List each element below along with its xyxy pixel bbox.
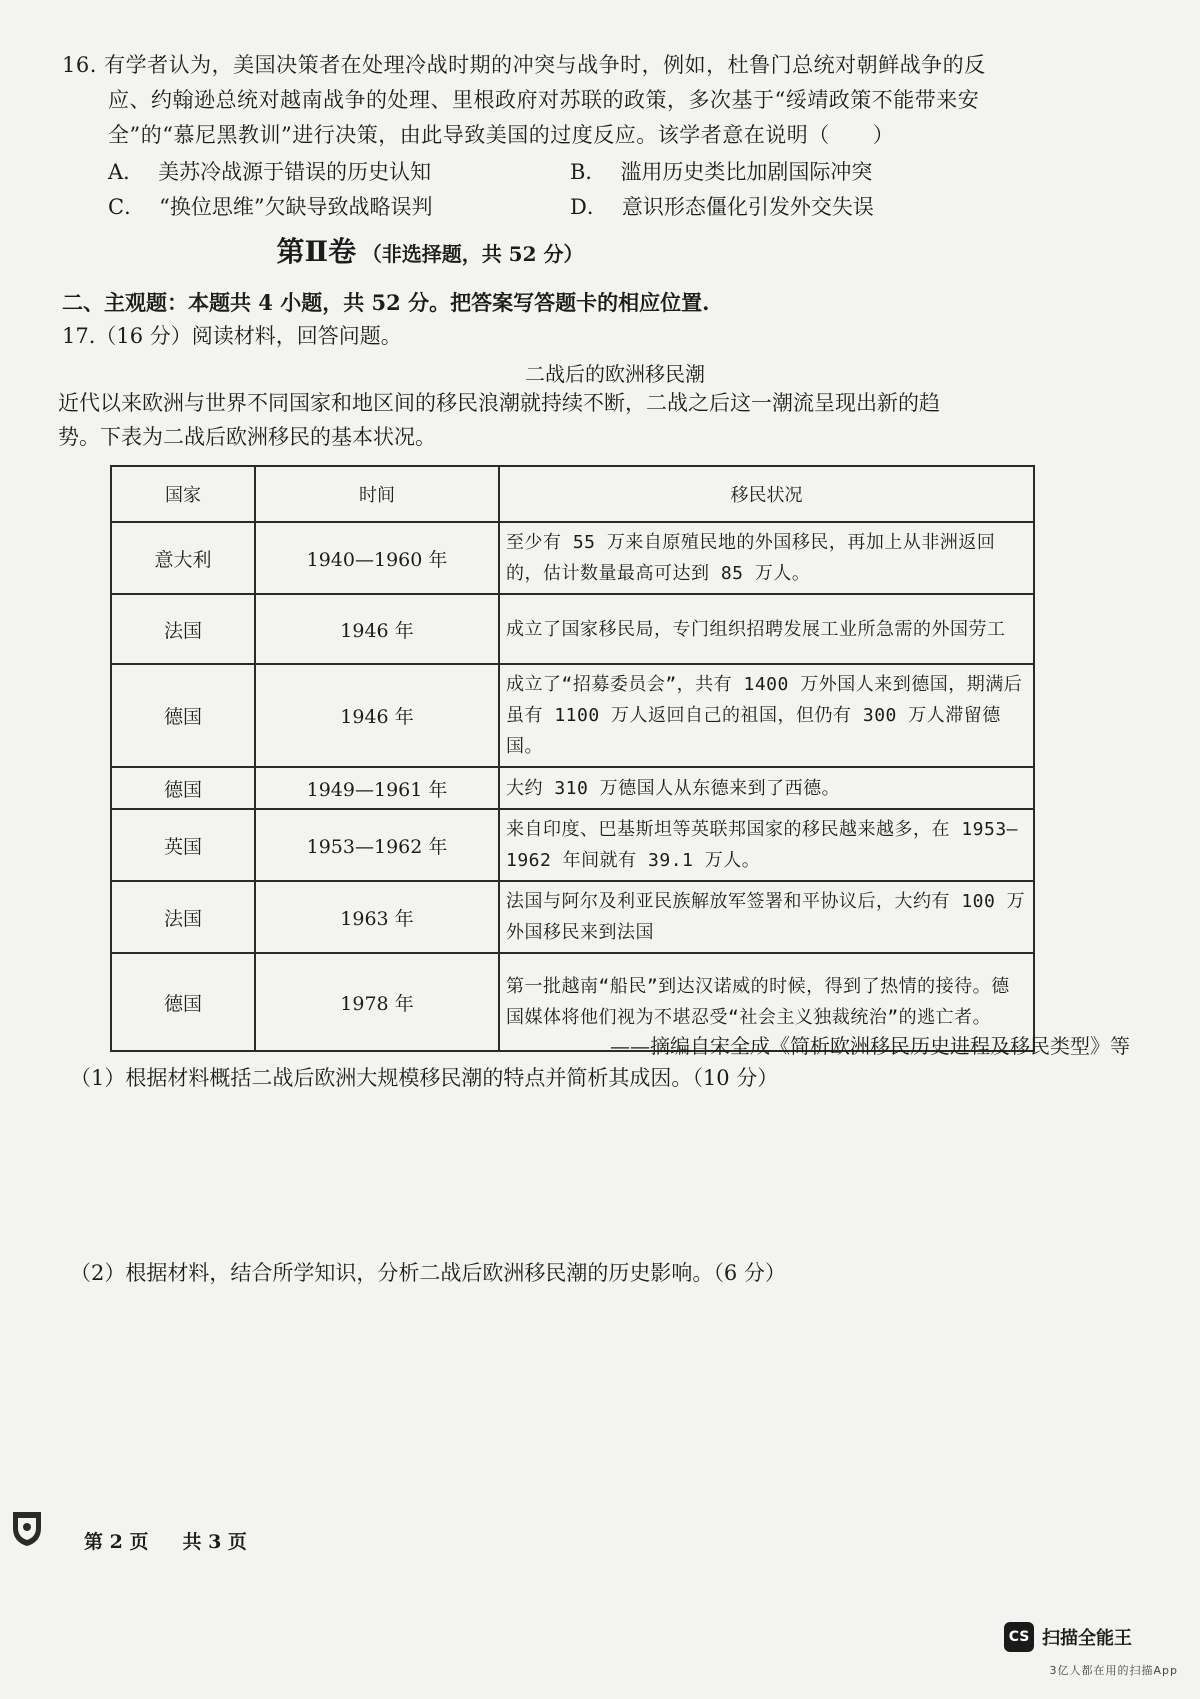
cell-country: 意大利 bbox=[111, 522, 255, 594]
cell-time: 1963 年 bbox=[255, 881, 499, 953]
question-17-heading: 17.（16 分）阅读材料，回答问题。 bbox=[62, 324, 402, 348]
page-footer bbox=[84, 1527, 247, 1554]
cell-time: 1953—1962 年 bbox=[255, 809, 499, 881]
material-title: 二战后的欧洲移民潮 bbox=[525, 362, 705, 386]
cell-status: 法国与阿尔及利亚民族解放军签署和平协议后，大约有 100 万外国移民来到法国 bbox=[499, 881, 1034, 953]
table-header-row bbox=[111, 466, 1034, 522]
migration-table bbox=[110, 465, 1035, 1052]
table-row bbox=[111, 809, 1034, 881]
school-crest-icon bbox=[10, 1508, 44, 1548]
option-b: B． 滥用历史类比加剧国际冲突 bbox=[570, 160, 873, 184]
page-total: 共 3 页 bbox=[182, 1531, 247, 1553]
cell-country: 德国 bbox=[111, 767, 255, 809]
scanner-tagline: 3亿人都在用的扫描App bbox=[1049, 1664, 1178, 1677]
section-title bbox=[0, 230, 860, 270]
cell-country: 法国 bbox=[111, 594, 255, 664]
page-number: 第 2 页 bbox=[84, 1531, 149, 1553]
section-title-main: 第Ⅱ卷 bbox=[276, 235, 357, 268]
question-16-line-3: 全”的“慕尼黑教训”进行决策，由此导致美国的过度反应。该学者意在说明（ ） bbox=[108, 123, 895, 147]
option-c: C． “换位思维”欠缺导致战略误判 bbox=[108, 195, 433, 219]
section-title-sub: （非选择题，共 52 分） bbox=[361, 242, 584, 266]
column-header-time: 时间 bbox=[255, 466, 499, 522]
cell-status: 第一批越南“船民”到达汉诺威的时候，得到了热情的接待。德国媒体将他们视为不堪忍受“社会主义独裁统治”的逃亡者。 bbox=[499, 953, 1034, 1051]
question-16 bbox=[62, 48, 1132, 153]
table-row bbox=[111, 664, 1034, 767]
question-16-line-2: 应、约翰逊总统对越南战争的处理、里根政府对苏联的政策，多次基于“绥靖政策不能带来安 bbox=[108, 88, 980, 112]
question-16-options bbox=[108, 155, 1008, 225]
cell-time: 1946 年 bbox=[255, 664, 499, 767]
material-intro-line-2: 势。下表为二战后欧洲移民的基本状况。 bbox=[58, 425, 436, 449]
cell-country: 法国 bbox=[111, 881, 255, 953]
material-intro bbox=[58, 386, 1128, 454]
answer-space-1 bbox=[70, 1100, 1130, 1250]
cell-time: 1949—1961 年 bbox=[255, 767, 499, 809]
option-d: D． 意识形态僵化引发外交失误 bbox=[570, 195, 874, 219]
cell-time: 1978 年 bbox=[255, 953, 499, 1051]
column-header-country: 国家 bbox=[111, 466, 255, 522]
sub-question-2: （2）根据材料，结合所学知识，分析二战后欧洲移民潮的历史影响。（6 分） bbox=[70, 1261, 786, 1285]
cell-status: 来自印度、巴基斯坦等英联邦国家的移民越来越多，在 1953—1962 年间就有 39.1 万人。 bbox=[499, 809, 1034, 881]
camscanner-logo-icon: CS bbox=[1004, 1622, 1034, 1652]
cell-status: 成立了国家移民局，专门组织招聘发展工业所急需的外国劳工 bbox=[499, 594, 1034, 664]
cell-time: 1946 年 bbox=[255, 594, 499, 664]
scanner-watermark bbox=[1004, 1622, 1132, 1652]
table-row bbox=[111, 767, 1034, 809]
table-row bbox=[111, 881, 1034, 953]
material-source: ——摘编自宋全成《简析欧洲移民历史进程及移民类型》等 bbox=[610, 1034, 1130, 1058]
cell-country: 英国 bbox=[111, 809, 255, 881]
scanner-name: 扫描全能王 bbox=[1042, 1628, 1132, 1649]
material-intro-line-1: 近代以来欧洲与世界不同国家和地区间的移民浪潮就持续不断，二战之后这一潮流呈现出新的趋 bbox=[58, 391, 940, 415]
cell-country: 德国 bbox=[111, 664, 255, 767]
cell-status: 大约 310 万德国人从东德来到了西德。 bbox=[499, 767, 1034, 809]
question-16-line-1: 16. 有学者认为，美国决策者在处理冷战时期的冲突与战争时，例如，杜鲁门总统对朝鲜战争的反 bbox=[62, 53, 986, 77]
sub-question-1: （1）根据材料概括二战后欧洲大规模移民潮的特点并简析其成因。（10 分） bbox=[70, 1066, 779, 1090]
table-row bbox=[111, 594, 1034, 664]
answer-space-2 bbox=[70, 1295, 1130, 1505]
part-heading: 二、主观题：本题共 4 小题，共 52 分。把答案写答题卡的相应位置. bbox=[62, 290, 710, 315]
cell-time: 1940—1960 年 bbox=[255, 522, 499, 594]
table-row bbox=[111, 522, 1034, 594]
column-header-status: 移民状况 bbox=[499, 466, 1034, 522]
cell-status: 成立了“招募委员会”，共有 1400 万外国人来到德国，期满后虽有 1100 万人返回自己的祖国，但仍有 300 万人滞留德国。 bbox=[499, 664, 1034, 767]
option-a: A． 美苏冷战源于错误的历史认知 bbox=[108, 160, 432, 184]
cell-country: 德国 bbox=[111, 953, 255, 1051]
cell-status: 至少有 55 万来自原殖民地的外国移民，再加上从非洲返回的，估计数量最高可达到 85 万人。 bbox=[499, 522, 1034, 594]
